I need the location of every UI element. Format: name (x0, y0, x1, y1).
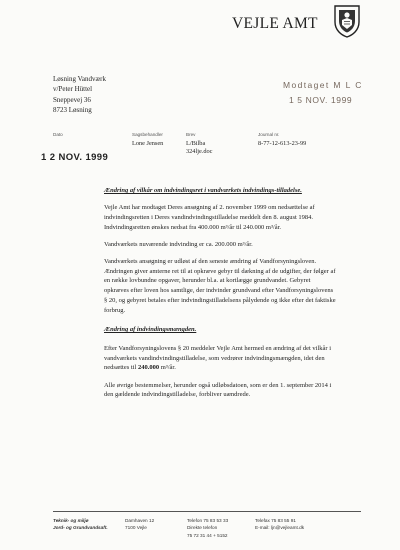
body-paragraph: Alle øvrige bestemmelser, herunder også udløbsdatoen, som er den 1. september 2014 i den gældende indvindingstilladelse, forbliver uændrede. (104, 381, 332, 399)
letterhead-org-name: VEJLE AMT (232, 15, 318, 32)
date-label: Dato (53, 132, 63, 137)
received-stamp-label: Modtaget M L C (283, 80, 363, 90)
footer-line: Telefax 75 83 55 91 (255, 518, 296, 523)
ref-label: Brev (186, 132, 196, 137)
footer-line: 7100 Vejle (125, 525, 147, 531)
footer-line: 75 72 31 44 + 5152 (187, 532, 228, 538)
recipient-address (53, 74, 106, 115)
case-officer-value: Lone Jensen (132, 140, 164, 147)
footer-line: Teknik- og miljø (53, 518, 89, 523)
footer-address (125, 517, 154, 532)
footer-line: Telefon 75 83 53 33 (187, 518, 229, 523)
recipient-line: Løsning Vandværk (53, 75, 106, 83)
paragraph-text: m³/år. (159, 364, 176, 372)
ref-value: 324lje.doc (186, 147, 213, 155)
body-paragraph (104, 344, 336, 373)
case-officer-label: Sagsbehandler (132, 132, 163, 137)
footer-department (53, 517, 108, 532)
letter-body (104, 186, 336, 407)
body-paragraph: Vandværkets nuværende indvinding er ca. 200.000 m³/år. (104, 240, 253, 248)
paragraph-text: Efter Vandforsyningslovens § 20 meddeler Vejle Amt hermed en ændring af det vilkår i vandværkets vandindvindingstilladelse, som vedrører indvindingsmængden, idet den nedsættes til (104, 344, 332, 372)
recipient-line: 8723 Løsning (53, 105, 92, 114)
body-paragraph: Vejle Amt har modtaget Deres ansøgning af 2. november 1999 om nedsættelse af indvindingsretten i Deres vandindvindingstilladelse meddelt den 8. august 1984. Indvindingsretten ønskes nedsat fra 400.000 m³/år til 240.000 m³/år. (104, 204, 315, 231)
footer-line: E-mail: ljn@vejleamt.dk (255, 525, 305, 531)
recipient-line: Sneppevej 36 (53, 95, 91, 104)
section-heading: Ændring af indvindingsmængden. (104, 326, 197, 334)
body-paragraph: Vandværkets ansøgning er udløst af den seneste ændring af Vandforsyningsloven. Ændringen giver amterne ret til at opkræve gebyr til dækning af de udgifter, der følger af en række lovbundne opgaver, herunder bl.a. at kortlægge grundvandet. Gebyret opkræves efter loven hos samtlige, der indvinder grundvand efter Vandforsyningslovens § 20, og gebyret betales efter indvindingstilladelsens pålydende og ikke efter det faktiske forbrug. (104, 258, 336, 314)
coat-of-arms-icon (333, 4, 361, 38)
footer-line: Jord- og Grundvandsaft. (53, 525, 108, 531)
ref-value: L/Bilba (186, 140, 206, 147)
footer-phone (187, 517, 228, 539)
new-amount: 240.000 (137, 364, 160, 372)
recipient-line: v/Peter Hüttel (53, 85, 93, 94)
journal-label: Journal nr. (258, 132, 280, 137)
footer-line: Direkte telefon (187, 525, 218, 531)
footer-line: Damhaven 12 (125, 518, 155, 523)
journal-value: 8-77-12-613-23-99 (258, 140, 307, 147)
footer-fax (255, 517, 304, 532)
footer-divider (53, 511, 361, 512)
letter-date-stamp: 1 2 NOV. 1999 (41, 152, 109, 163)
subject-heading: Ændring af vilkår om indvindingsret i vandværkets indvindings-tilladelse. (104, 187, 302, 194)
received-stamp-date: 1 5 NOV. 1999 (289, 95, 353, 105)
